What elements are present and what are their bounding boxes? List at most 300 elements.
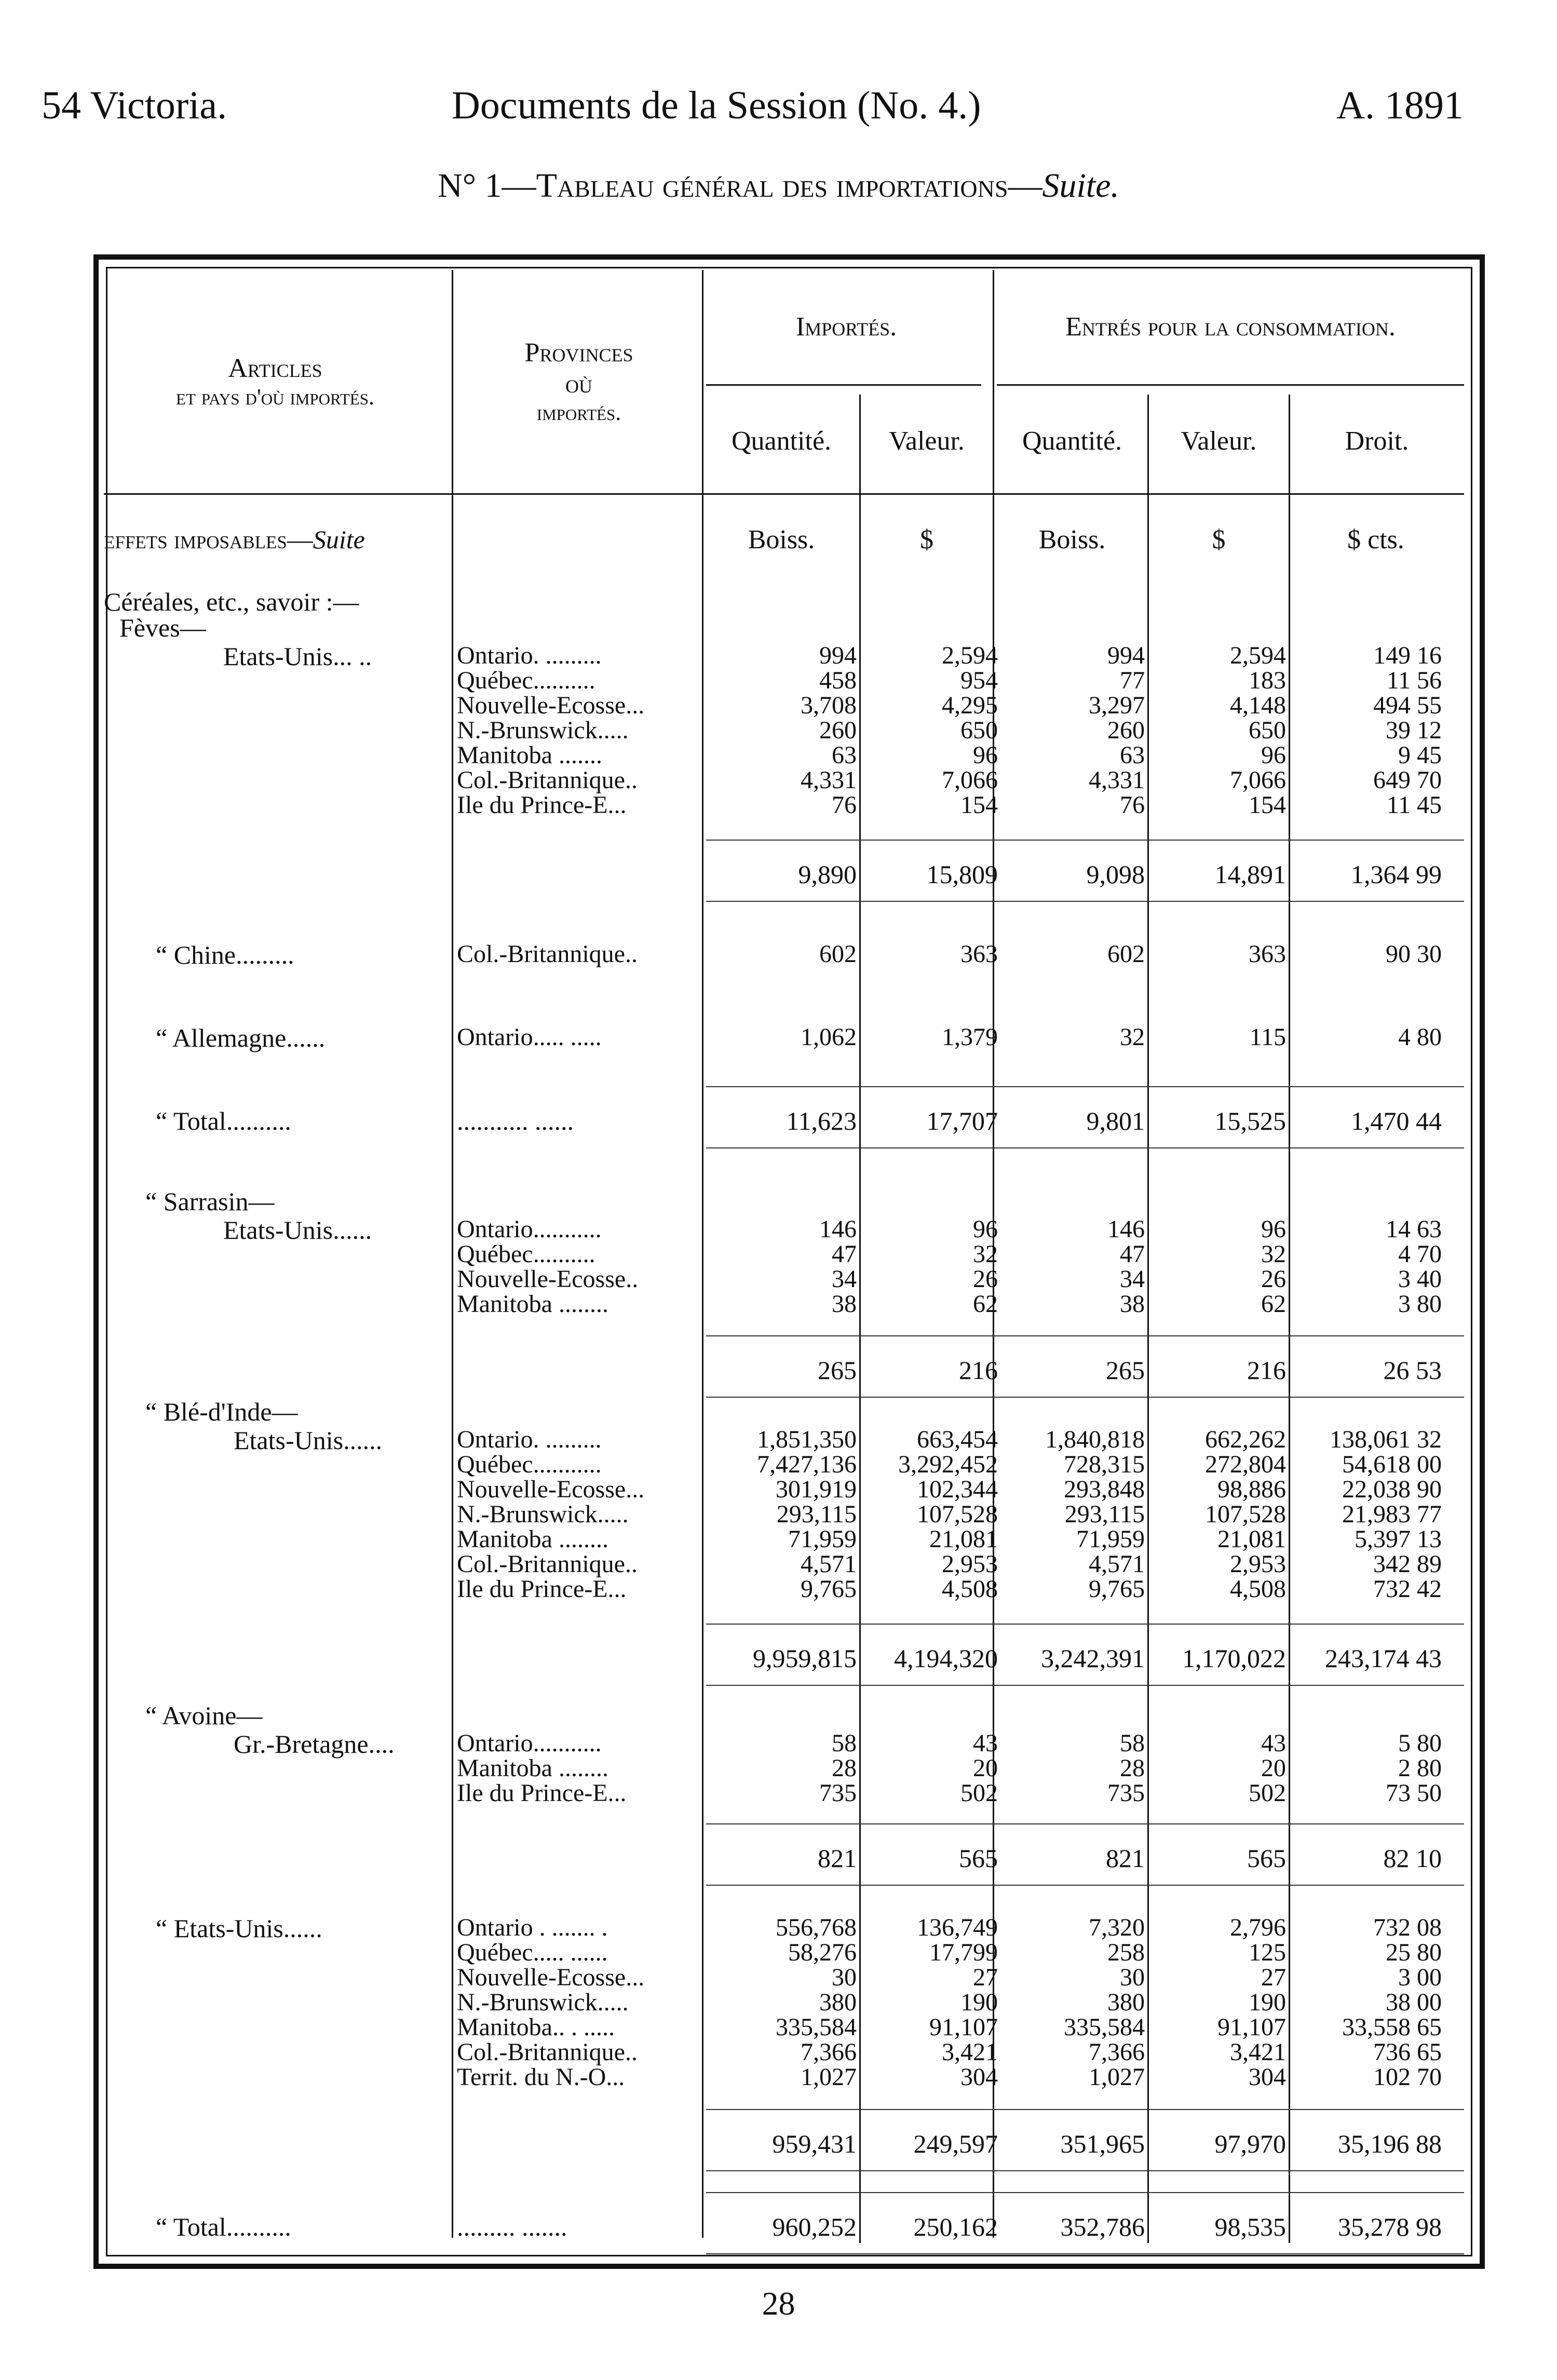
value-cell-q1: 71,959 (788, 1525, 857, 1553)
value-cell-d: 149 16 (1373, 642, 1442, 669)
value-cell-q1: 9,765 (801, 1575, 857, 1603)
value-cell-v2: 43 (1261, 1729, 1286, 1757)
value-cell-q2: 994 (1107, 642, 1145, 669)
value-cell-v2: 565 (1247, 1844, 1286, 1873)
value-cell-v1: 17,799 (929, 1939, 998, 1966)
col-header-articles-l1: Articles (228, 354, 322, 383)
subtotal-rule (706, 2253, 1464, 2254)
value-cell-v2: 26 (1261, 1265, 1286, 1293)
table-row (0, 1913, 1557, 1939)
province-cell: Manitoba ....... (457, 741, 602, 769)
value-cell-v1: 1,379 (942, 1023, 998, 1051)
subtotal-rule (706, 840, 1464, 841)
value-cell-d: 732 42 (1373, 1575, 1442, 1603)
value-cell-v1: 21,081 (929, 1525, 998, 1553)
value-cell-v1: 3,421 (942, 2038, 998, 2066)
unit-valeur-entres: $ (1212, 525, 1226, 555)
value-cell-d: 5,397 13 (1355, 1525, 1442, 1553)
value-cell-v2: 1,170,022 (1182, 1644, 1286, 1673)
province-cell: Col.-Britannique.. (457, 940, 638, 968)
value-cell-q2: 9,801 (1086, 1106, 1145, 1135)
label-total-feves: “ Total.......... (156, 1106, 291, 1135)
col-header-droit: Droit. (1345, 426, 1409, 456)
label-ble-etats-unis: Etats-Unis...... (234, 1426, 383, 1455)
value-cell-v1: 7,066 (942, 766, 998, 794)
value-cell-q1: 1,027 (801, 2063, 857, 2091)
header-center: Documents de la Session (No. 4.) (452, 84, 981, 127)
value-cell-d: 82 10 (1383, 1844, 1442, 1873)
value-cell-d: 3 00 (1398, 1964, 1442, 1991)
value-cell-d: 21,983 77 (1342, 1500, 1442, 1528)
value-cell-v2: 7,066 (1230, 766, 1286, 794)
value-cell-d: 14 63 (1386, 1215, 1442, 1243)
value-cell-q1: 458 (819, 667, 857, 694)
label-sarrasin: “ Sarrasin— (145, 1187, 275, 1216)
section-main: effets imposables— (104, 525, 313, 554)
value-cell-d: 243,174 43 (1325, 1644, 1442, 1673)
label-chine: “ Chine......... (156, 940, 294, 969)
table-row (0, 1575, 1557, 1601)
value-cell-d: 22,038 90 (1342, 1476, 1442, 1503)
value-cell-v1: 190 (960, 1989, 998, 2016)
table-total-row (0, 1843, 1557, 1873)
value-cell-v1: 27 (973, 1964, 998, 1991)
value-cell-v1: 3,292,452 (898, 1451, 998, 1478)
province-cell: Nouvelle-Ecosse... (457, 1476, 645, 1503)
province-cell: Ontario . ....... . (457, 1914, 608, 1941)
value-cell-v1: 107,528 (917, 1500, 998, 1528)
province-cell: N.-Brunswick..... (457, 716, 629, 744)
label-cereales: Céréales, etc., savoir :— (104, 587, 359, 616)
table-row (0, 716, 1557, 742)
value-cell-d: 73 50 (1386, 1779, 1442, 1807)
value-cell-v1: 96 (973, 1215, 998, 1243)
value-cell-v2: 216 (1247, 1356, 1286, 1385)
value-cell-q2: 351,965 (1060, 2129, 1145, 2158)
value-cell-v2: 662,262 (1205, 1426, 1286, 1453)
province-cell: N.-Brunswick..... (457, 1500, 629, 1528)
value-cell-v1: 2,953 (942, 1550, 998, 1578)
value-cell-d: 11 56 (1386, 667, 1442, 694)
value-cell-q1: 380 (819, 1989, 857, 2016)
province-cell: Ile du Prince-E... (457, 1779, 627, 1807)
unit-quantite-entres: Boiss. (1038, 525, 1106, 555)
value-cell-q2: 265 (1106, 1356, 1145, 1385)
value-cell-v1: 216 (959, 1356, 998, 1385)
value-cell-q1: 7,427,136 (757, 1451, 857, 1478)
value-cell-v2: 62 (1261, 1290, 1286, 1318)
header-left: 54 Victoria. (42, 84, 227, 127)
value-cell-v1: 17,707 (926, 1106, 998, 1135)
value-cell-q1: 76 (832, 791, 857, 819)
value-cell-v2: 97,970 (1214, 2129, 1286, 2158)
label-avoine-etats-unis: “ Etats-Unis...... (156, 1914, 322, 1943)
table-row (0, 1023, 1557, 1049)
value-cell-q1: 11,623 (786, 1106, 857, 1135)
col-header-importes: Importés. (795, 312, 897, 342)
province-cell: Québec.......... (457, 1240, 595, 1268)
value-cell-v2: 2,953 (1230, 1550, 1286, 1578)
province-cell: Manitoba ........ (457, 1754, 608, 1782)
value-cell-q2: 335,584 (1064, 2013, 1145, 2041)
value-cell-v2: 272,804 (1205, 1451, 1286, 1478)
province-cell: Col.-Britannique.. (457, 2038, 638, 2066)
value-cell-v2: 14,891 (1214, 860, 1286, 889)
value-cell-v2: 91,107 (1217, 2013, 1286, 2041)
unit-droit: $ cts. (1347, 525, 1404, 555)
value-cell-d: 1,364 99 (1351, 860, 1442, 889)
table-row (0, 1500, 1557, 1526)
province-cell: Ile du Prince-E... (457, 1575, 627, 1603)
value-cell-q1: 146 (819, 1215, 857, 1243)
value-cell-q1: 9,890 (798, 860, 857, 889)
value-cell-v2: 27 (1261, 1964, 1286, 1991)
value-cell-v1: 954 (960, 667, 998, 694)
table-row (0, 1475, 1557, 1501)
table-total-row (0, 859, 1557, 889)
label-total-avoine: “ Total.......... (156, 2212, 291, 2241)
value-cell-q2: 63 (1120, 741, 1145, 769)
value-cell-q2: 602 (1107, 940, 1145, 968)
value-cell-v2: 650 (1249, 716, 1286, 744)
col-header-entres: Entrés pour la consommation. (1065, 312, 1396, 342)
province-cell: Col.-Britannique.. (457, 766, 638, 794)
value-cell-d: 26 53 (1383, 1356, 1442, 1385)
province-cell: Manitoba ........ (457, 1290, 608, 1318)
table-row (0, 1938, 1557, 1964)
value-cell-q2: 47 (1120, 1240, 1145, 1268)
table-row (0, 691, 1557, 717)
subtotal-rule (706, 1397, 1464, 1398)
value-cell-v2: 115 (1249, 1023, 1286, 1051)
col-header-valeur-importes: Valeur. (889, 426, 965, 456)
value-cell-q2: 728,315 (1064, 1451, 1145, 1478)
value-cell-q2: 30 (1120, 1964, 1145, 1991)
subtotal-rule (706, 2192, 1464, 2193)
value-cell-q1: 821 (818, 1844, 857, 1873)
value-cell-q1: 335,584 (776, 2013, 857, 2041)
value-cell-d: 4 80 (1398, 1023, 1442, 1051)
label-avoine-gr-bretagne: Gr.-Bretagne.... (234, 1729, 395, 1759)
value-cell-d: 90 30 (1386, 940, 1442, 968)
subtotal-rule (706, 1885, 1464, 1886)
table-row (0, 1525, 1557, 1551)
value-cell-q1: 30 (832, 1964, 857, 1991)
value-cell-d: 11 45 (1386, 791, 1442, 819)
value-cell-q1: 1,851,350 (757, 1426, 857, 1453)
label-sarrasin-etats-unis: Etats-Unis...... (223, 1215, 372, 1245)
table-row (0, 1290, 1557, 1316)
value-cell-v2: 107,528 (1205, 1500, 1286, 1528)
value-cell-q2: 260 (1107, 716, 1145, 744)
value-cell-d: 5 80 (1398, 1729, 1442, 1757)
value-cell-v2: 98,535 (1214, 2212, 1286, 2241)
value-cell-v1: 4,295 (942, 692, 998, 719)
value-cell-q2: 352,786 (1060, 2212, 1145, 2241)
value-cell-q1: 960,252 (772, 2212, 857, 2241)
value-cell-q2: 258 (1107, 1939, 1145, 1966)
value-cell-q1: 4,571 (801, 1550, 857, 1578)
value-cell-v2: 96 (1261, 1215, 1286, 1243)
subtotal-rule (706, 1624, 1464, 1625)
subtotal-rule (706, 1335, 1464, 1336)
table-total-row (0, 1106, 1557, 1135)
col-header-quantite-entres: Quantité. (1022, 426, 1122, 456)
header-rule (104, 493, 1464, 495)
value-cell-v2: 363 (1249, 940, 1286, 968)
value-cell-v2: 4,148 (1230, 692, 1286, 719)
value-cell-d: 3 80 (1398, 1290, 1442, 1318)
value-cell-v1: 4,194,320 (894, 1644, 998, 1673)
value-cell-q2: 71,959 (1076, 1525, 1145, 1553)
value-cell-q2: 7,366 (1089, 2038, 1145, 2066)
value-cell-q2: 32 (1120, 1023, 1145, 1051)
value-cell-d: 138,061 32 (1330, 1426, 1442, 1453)
value-cell-q2: 3,297 (1089, 692, 1145, 719)
table-row (0, 2063, 1557, 2089)
subtotal-rule (706, 901, 1464, 902)
label-feves: Fèves— (119, 613, 206, 642)
value-cell-d: 732 08 (1373, 1914, 1442, 1941)
value-cell-v1: 154 (960, 791, 998, 819)
value-cell-d: 4 70 (1398, 1240, 1442, 1268)
value-cell-d: 649 70 (1373, 766, 1442, 794)
table-row (0, 2038, 1557, 2064)
table-row (0, 641, 1557, 667)
value-cell-v2: 183 (1249, 667, 1286, 694)
value-cell-v1: 15,809 (926, 860, 998, 889)
province-cell: ......... ....... (457, 2212, 567, 2241)
value-cell-q2: 58 (1120, 1729, 1145, 1757)
value-cell-q1: 9,959,815 (753, 1644, 857, 1673)
table-total-row (0, 1643, 1557, 1673)
col-header-valeur-entres: Valeur. (1181, 426, 1257, 456)
value-cell-v1: 20 (973, 1754, 998, 1782)
value-cell-v1: 2,594 (942, 642, 998, 669)
header-rule (997, 384, 1464, 386)
value-cell-v1: 304 (960, 2063, 998, 2091)
table-row (0, 1779, 1557, 1805)
table-row (0, 1988, 1557, 2014)
value-cell-q1: 34 (832, 1265, 857, 1293)
subtotal-rule (706, 1086, 1464, 1087)
value-cell-v1: 32 (973, 1240, 998, 1268)
value-cell-v2: 2,594 (1230, 642, 1286, 669)
value-cell-v1: 62 (973, 1290, 998, 1318)
province-cell: Ontario. ......... (457, 642, 602, 669)
label-feves-etats-unis: Etats-Unis... .. (223, 642, 372, 671)
col-header-provinces-l1: Provinces (524, 338, 633, 368)
col-header-quantite-importes: Quantité. (731, 426, 832, 456)
table-row (0, 1450, 1557, 1476)
value-cell-v2: 15,525 (1214, 1106, 1286, 1135)
table-row (0, 1754, 1557, 1780)
province-cell: Ile du Prince-E... (457, 791, 627, 819)
table-row (0, 1215, 1557, 1241)
value-cell-q2: 9,098 (1086, 860, 1145, 889)
value-cell-v1: 4,508 (942, 1575, 998, 1603)
value-cell-d: 54,618 00 (1342, 1451, 1442, 1478)
value-cell-q1: 293,115 (776, 1500, 857, 1528)
label-ble-d-inde: “ Blé-d'Inde— (145, 1397, 298, 1426)
province-cell: Québec..... ...... (457, 1939, 608, 1966)
value-cell-q2: 34 (1120, 1265, 1145, 1293)
value-cell-v1: 136,749 (917, 1914, 998, 1941)
province-cell: Nouvelle-Ecosse... (457, 692, 645, 719)
value-cell-d: 38 00 (1386, 1989, 1442, 2016)
label-allemagne: “ Allemagne...... (156, 1023, 326, 1052)
col-header-articles-l2: et pays d'où importés. (176, 384, 374, 410)
value-cell-v2: 125 (1249, 1939, 1286, 1966)
value-cell-q2: 146 (1107, 1215, 1145, 1243)
value-cell-q2: 7,320 (1089, 1914, 1145, 1941)
value-cell-d: 39 12 (1386, 716, 1442, 744)
value-cell-v2: 154 (1249, 791, 1286, 819)
value-cell-q1: 47 (832, 1240, 857, 1268)
label-avoine: “ Avoine— (145, 1701, 263, 1730)
table-row (0, 940, 1557, 966)
value-cell-v1: 363 (960, 940, 998, 968)
value-cell-d: 342 89 (1373, 1550, 1442, 1578)
value-cell-q1: 4,331 (801, 766, 857, 794)
subtotal-rule (706, 1685, 1464, 1686)
table-row (0, 1240, 1557, 1266)
value-cell-v1: 663,454 (917, 1426, 998, 1453)
table-row (0, 2013, 1557, 2039)
value-cell-q1: 602 (819, 940, 857, 968)
province-cell: N.-Brunswick..... (457, 1989, 629, 2016)
table-row (0, 741, 1557, 767)
value-cell-v2: 3,421 (1230, 2038, 1286, 2066)
province-cell: Ontario. ......... (457, 1426, 602, 1453)
value-cell-d: 35,278 98 (1338, 2212, 1442, 2241)
value-cell-v2: 21,081 (1217, 1525, 1286, 1553)
value-cell-v2: 32 (1261, 1240, 1286, 1268)
value-cell-v2: 4,508 (1230, 1575, 1286, 1603)
value-cell-d: 33,558 65 (1342, 2013, 1442, 2041)
subtotal-rule (706, 2170, 1464, 2171)
value-cell-v1: 565 (959, 1844, 998, 1873)
table-row (0, 1729, 1557, 1755)
table-total-row (0, 2212, 1557, 2241)
value-cell-v1: 102,344 (917, 1476, 998, 1503)
value-cell-q2: 293,115 (1064, 1500, 1145, 1528)
unit-valeur-importes: $ (920, 525, 933, 555)
value-cell-d: 102 70 (1373, 2063, 1442, 2091)
value-cell-q1: 63 (832, 741, 857, 769)
value-cell-q1: 3,708 (801, 692, 857, 719)
table-row (0, 766, 1557, 792)
province-cell: Manitoba ........ (457, 1525, 608, 1553)
value-cell-q2: 28 (1120, 1754, 1145, 1782)
table-title (0, 166, 1557, 206)
value-cell-q2: 9,765 (1089, 1575, 1145, 1603)
value-cell-d: 1,470 44 (1351, 1106, 1442, 1135)
province-cell: Col.-Britannique.. (457, 1550, 638, 1578)
table-total-row (0, 2129, 1557, 2158)
title-prefix: N° 1— (438, 167, 536, 205)
table-row (0, 666, 1557, 692)
value-cell-v1: 249,597 (913, 2129, 998, 2158)
province-cell: Québec.......... (457, 667, 595, 694)
value-cell-q1: 735 (819, 1779, 857, 1807)
col-header-provinces-l2: où (565, 369, 592, 399)
value-cell-q2: 380 (1107, 1989, 1145, 2016)
value-cell-v1: 502 (960, 1779, 998, 1807)
province-cell: Nouvelle-Ecosse... (457, 1964, 645, 1991)
value-cell-q1: 556,768 (776, 1914, 857, 1941)
value-cell-v2: 502 (1249, 1779, 1286, 1807)
value-cell-q2: 4,331 (1089, 766, 1145, 794)
value-cell-q1: 994 (819, 642, 857, 669)
value-cell-v1: 250,162 (913, 2212, 998, 2241)
province-cell: Manitoba.. . ..... (457, 2013, 615, 2041)
value-cell-v2: 96 (1261, 741, 1286, 769)
province-cell: Ontario..... ..... (457, 1023, 602, 1051)
value-cell-q1: 38 (832, 1290, 857, 1318)
title-suffix: Suite. (1042, 167, 1119, 205)
value-cell-d: 35,196 88 (1338, 2129, 1442, 2158)
value-cell-d: 494 55 (1373, 692, 1442, 719)
value-cell-d: 2 80 (1398, 1754, 1442, 1782)
value-cell-q2: 821 (1106, 1844, 1145, 1873)
page-number: 28 (762, 2285, 795, 2322)
table-row (0, 1963, 1557, 1989)
unit-quantite-importes: Boiss. (748, 525, 815, 555)
province-cell: Nouvelle-Ecosse.. (457, 1265, 639, 1293)
value-cell-q1: 58 (832, 1729, 857, 1757)
province-cell: Ontario........... (457, 1215, 602, 1243)
value-cell-v2: 20 (1261, 1754, 1286, 1782)
value-cell-q1: 265 (818, 1356, 857, 1385)
value-cell-q2: 38 (1120, 1290, 1145, 1318)
col-header-provinces (457, 337, 701, 426)
value-cell-q2: 293,848 (1064, 1476, 1145, 1503)
table-row (0, 1550, 1557, 1576)
table-row (0, 1425, 1557, 1451)
value-cell-q2: 1,027 (1089, 2063, 1145, 2091)
value-cell-q1: 260 (819, 716, 857, 744)
value-cell-v1: 96 (973, 741, 998, 769)
value-cell-q1: 7,366 (801, 2038, 857, 2066)
value-cell-v2: 98,886 (1217, 1476, 1286, 1503)
value-cell-d: 3 40 (1398, 1265, 1442, 1293)
col-header-articles (104, 353, 446, 410)
header-rule (706, 384, 981, 386)
province-cell: Québec........... (457, 1451, 602, 1478)
table-row (0, 1265, 1557, 1291)
title-main: Tableau général des importations— (536, 167, 1042, 205)
table-total-row (0, 1355, 1557, 1385)
value-cell-q2: 1,840,818 (1045, 1426, 1145, 1453)
value-cell-v2: 304 (1249, 2063, 1286, 2091)
value-cell-d: 736 65 (1373, 2038, 1442, 2066)
value-cell-q2: 735 (1107, 1779, 1145, 1807)
value-cell-v1: 650 (960, 716, 998, 744)
value-cell-q2: 3,242,391 (1041, 1644, 1145, 1673)
col-header-provinces-l3: importés. (536, 399, 621, 425)
value-cell-q1: 1,062 (801, 1023, 857, 1051)
table-row (0, 791, 1557, 817)
subtotal-rule (706, 1823, 1464, 1824)
value-cell-q1: 959,431 (772, 2129, 857, 2158)
header-right: A. 1891 (1336, 84, 1464, 127)
province-cell: Territ. du N.-O... (457, 2063, 625, 2091)
value-cell-q1: 301,919 (776, 1476, 857, 1503)
value-cell-v1: 91,107 (929, 2013, 998, 2041)
value-cell-q1: 58,276 (788, 1939, 857, 1966)
value-cell-q2: 76 (1120, 791, 1145, 819)
